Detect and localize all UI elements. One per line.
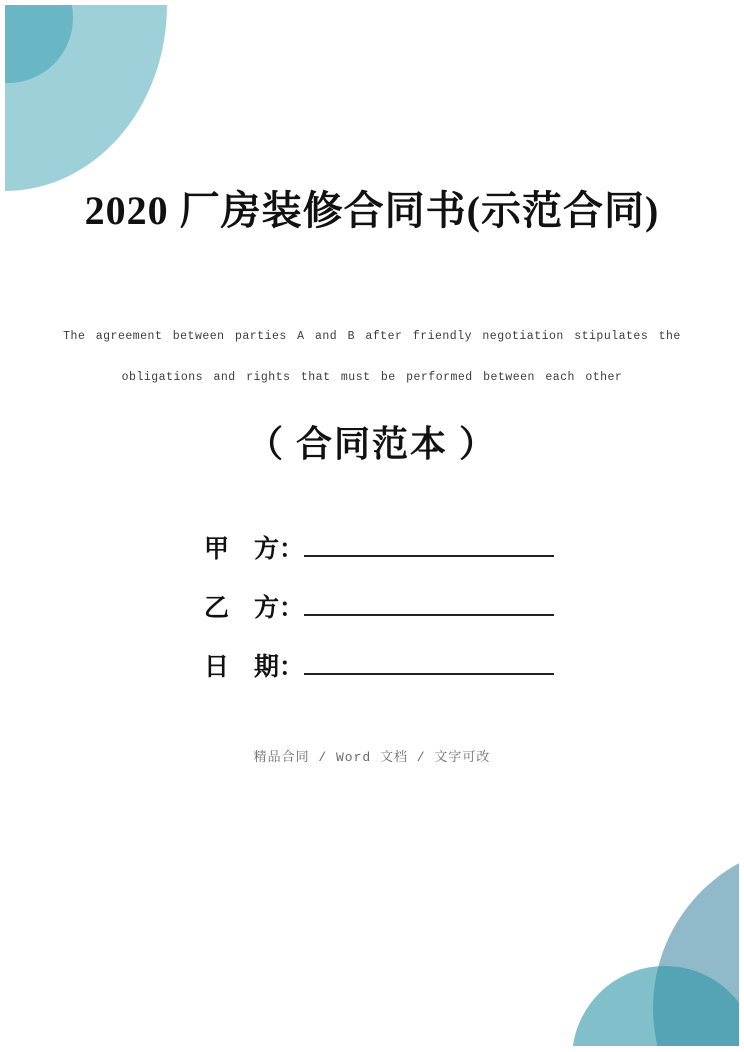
document-title: 2020 厂房装修合同书(示范合同) <box>84 188 660 233</box>
date-row <box>204 647 554 681</box>
decor-circle-lower-icon <box>572 966 739 1046</box>
decor-ellipse-icon <box>5 5 167 191</box>
document-footer: 精品合同 / Word 文档 / 文字可改 <box>253 750 491 765</box>
decor-circle-icon <box>5 5 73 83</box>
subtitle-line-2: obligations and rights that must be performed between each other <box>121 371 623 384</box>
party-a-blank[interactable] <box>304 539 554 557</box>
party-b-row <box>204 588 554 622</box>
party-a-label: 甲 方： <box>204 536 305 563</box>
decor-bottom-right <box>5 5 739 1046</box>
date-label: 日 期： <box>204 654 305 681</box>
party-a-row <box>204 529 554 563</box>
template-banner: （ 合同范本 ） <box>246 424 497 464</box>
decor-top-left <box>5 5 739 1046</box>
subtitle-line-1: The agreement between parties A and B after friendly negotiation stipulates the <box>63 330 681 343</box>
decor-circle-upper-icon <box>653 843 739 1046</box>
date-blank[interactable] <box>304 657 554 675</box>
party-b-blank[interactable] <box>304 598 554 616</box>
party-b-label: 乙 方： <box>204 595 305 622</box>
